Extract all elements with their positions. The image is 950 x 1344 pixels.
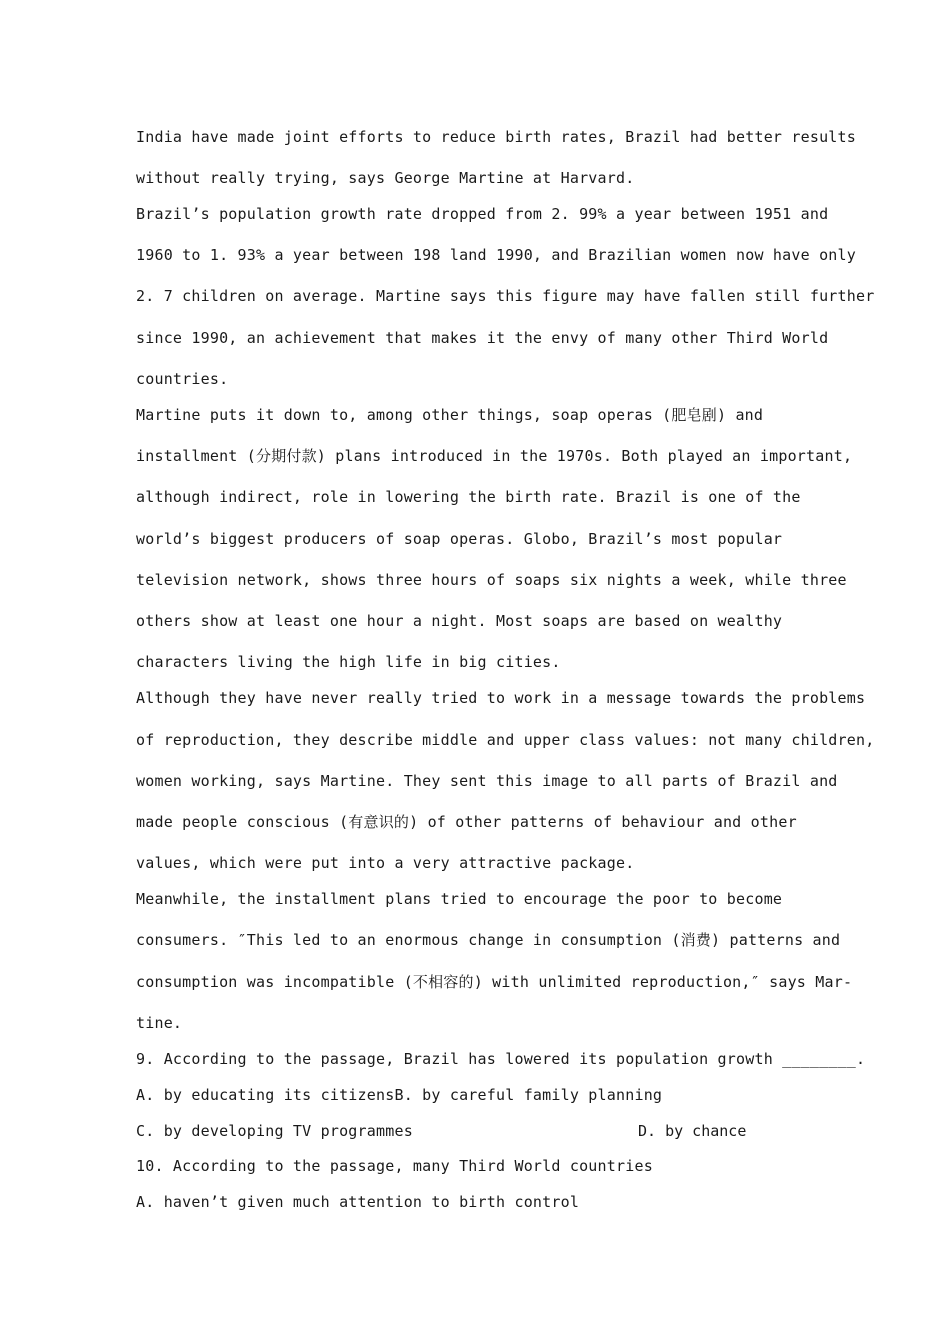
passage-line: consumption was incompatible (不相容的) with unlimited reproduction,″ says Mar- [136, 973, 853, 991]
passage-line: 2. 7 children on average. Martine says this figure may have fallen still further [136, 287, 875, 305]
passage-line: countries. [136, 370, 229, 388]
passage-line: characters living the high life in big cities. [136, 653, 561, 671]
passage-line: 1960 to 1. 93% a year between 198 land 1990, and Brazilian women now have only [136, 246, 856, 264]
passage-line: Although they have never really tried to work in a message towards the problems [136, 689, 866, 707]
passage-line: consumers. ″This led to an enormous change in consumption (消费) patterns and [136, 931, 841, 949]
passage-line: India have made joint efforts to reduce birth rates, Brazil had better results [136, 128, 856, 146]
passage-line: since 1990, an achievement that makes it the envy of many other Third World [136, 329, 829, 347]
passage-line: although indirect, role in lowering the birth rate. Brazil is one of the [136, 488, 801, 506]
passage-line: Martine puts it down to, among other things, soap operas (肥皂剧) and [136, 406, 764, 424]
passage-line: world’s biggest producers of soap operas. Globo, Brazil’s most popular [136, 530, 783, 548]
passage-line: women working, says Martine. They sent this image to all parts of Brazil and [136, 772, 838, 790]
question-9-option-d: D. by chance [638, 1122, 747, 1140]
question-9-options-ab: A. by educating its citizensB. by careful family planning [136, 1086, 663, 1104]
passage-line: installment (分期付款) plans introduced in the 1970s. Both played an important, [136, 447, 853, 465]
passage-line: Brazil’s population growth rate dropped from 2. 99% a year between 1951 and [136, 205, 829, 223]
question-10-stem: 10. According to the passage, many Third World countries [136, 1157, 653, 1175]
passage-line: others show at least one hour a night. Most soaps are based on wealthy [136, 612, 783, 630]
passage-line: values, which were put into a very attractive package. [136, 854, 635, 872]
question-9-option-c: C. by developing TV programmes [136, 1122, 413, 1140]
passage-line: tine. [136, 1014, 183, 1032]
passage-line: Meanwhile, the installment plans tried to encourage the poor to become [136, 890, 783, 908]
question-9-stem: 9. According to the passage, Brazil has lowered its population growth ________. [136, 1050, 866, 1068]
question-10-option-a: A. haven’t given much attention to birth control [136, 1193, 580, 1211]
passage-line: of reproduction, they describe middle and upper class values: not many children, [136, 731, 875, 749]
passage-line: made people conscious (有意识的) of other patterns of behaviour and other [136, 813, 797, 831]
passage-line: television network, shows three hours of soaps six nights a week, while three [136, 571, 847, 589]
passage-line: without really trying, says George Martine at Harvard. [136, 169, 635, 187]
